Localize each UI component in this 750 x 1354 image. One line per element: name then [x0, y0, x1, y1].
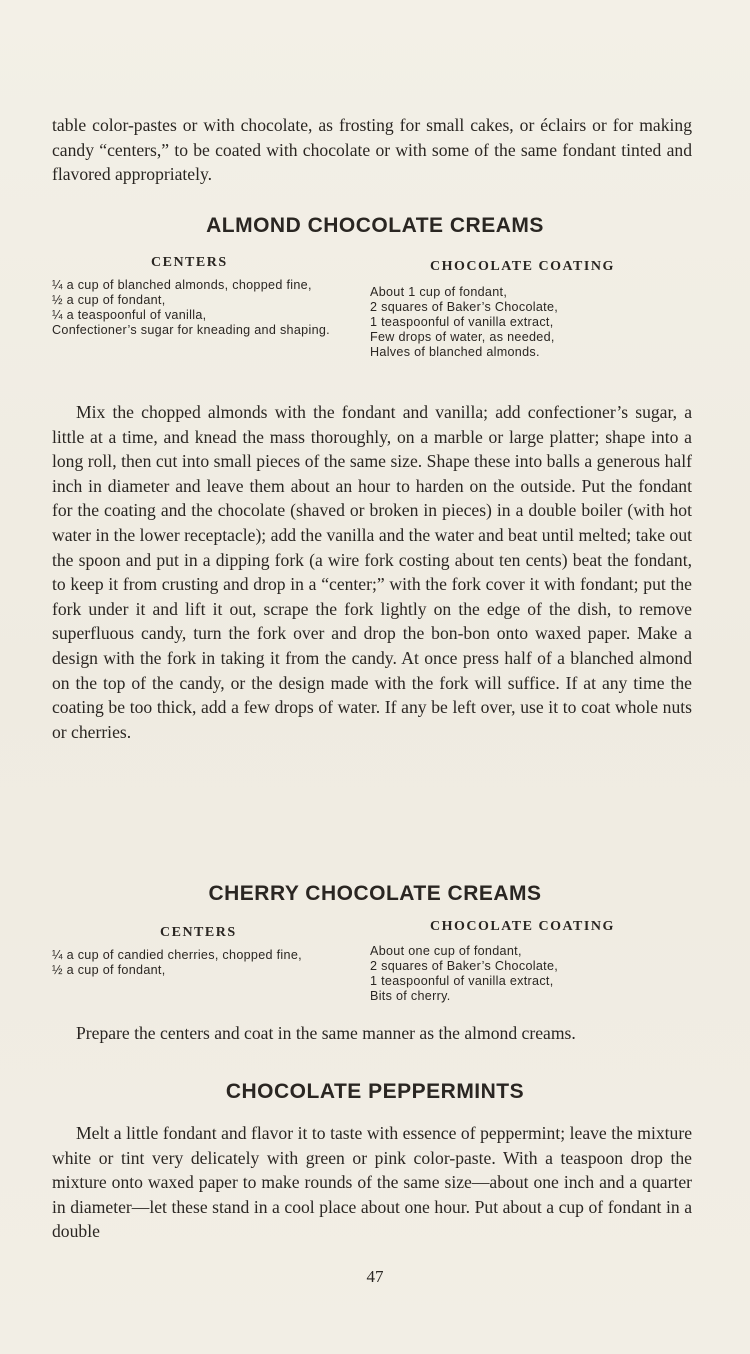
recipe-title-almond: ALMOND CHOCOLATE CREAMS	[206, 214, 544, 237]
recipe-title-peppermints: CHOCOLATE PEPPERMINTS	[225, 1080, 525, 1103]
method-paragraph-cherry: Prepare the centers and coat in the same manner as the almond creams.	[76, 1023, 576, 1043]
ingredient-item: Few drops of water, as needed,	[370, 330, 555, 344]
coating-title-almond: CHOCOLATE COATING	[430, 259, 615, 274]
centers-list-cherry	[52, 948, 352, 978]
centers-list-almond	[52, 278, 352, 338]
ingredient-item: 2 squares of Baker’s Chocolate,	[370, 959, 559, 973]
ingredient-item: Bits of cherry.	[370, 989, 451, 1003]
ingredient-item: About one cup of fondant,	[370, 944, 522, 958]
page-number: 47	[366, 1267, 384, 1286]
ingredient-item: 1 teaspoonful of vanilla extract,	[370, 974, 554, 988]
centers-title-almond: CENTERS	[151, 255, 228, 270]
ingredient-item: ½ a cup of fondant,	[52, 293, 166, 307]
method-paragraph-almond: Mix the chopped almonds with the fondant and vanilla; add confectioner’s sugar, a little at a time, and knead the mass thoroughly, on a marble or large platter; shape into a long roll, then cut into small pieces of the same size. Shape these into balls a generous half inch in diameter and leave them about an hour to harden on the outside. Put the fondant for the coating and the chocolate (shaved or broken in pieces) in a double boiler (with hot water in the lower receptacle); add the vanilla and the water and beat until melted; take out the spoon and put in a dipping fork (a wire fork costing about ten cents) beat the fondant, to keep it from crusting and drop in a “center;” with the fork cover it with fondant; put the fork under it and lift it out, scrape the fork lightly on the edge of the dish, to remove superfluous candy, turn the fork over and drop the bon-bon onto waxed paper. Make a design with the fork in taking it from the candy. At once press half of a blanched almond on the top of the candy, or the design made with the fork will suffice. If at any time the coating be too thick, add a few drops of water. If any be left over, use it to coat whole nuts or cherries.	[52, 402, 692, 742]
coating-list-cherry	[370, 944, 690, 1004]
ingredient-item: About 1 cup of fondant,	[370, 285, 508, 299]
ingredient-item: ¼ a cup of blanched almonds, chopped fine,	[52, 278, 312, 292]
ingredient-item: ¼ a teaspoonful of vanilla,	[52, 308, 207, 322]
ingredient-item: 1 teaspoonful of vanilla extract,	[370, 315, 554, 329]
coating-list-almond	[370, 285, 690, 360]
method-paragraph-peppermints: Melt a little fondant and flavor it to taste with essence of peppermint; leave the mixture white or tint very delicately with green or pink color-paste. With a teaspoon drop the mixture onto waxed paper to make rounds of the same size—about one inch and a quarter in diameter—let these stand in a cool place about one hour. Put about a cup of fondant in a double	[52, 1123, 692, 1242]
ingredient-item: 2 squares of Baker’s Chocolate,	[370, 300, 559, 314]
ingredient-item: ¼ a cup of candied cherries, chopped fine,	[52, 948, 302, 962]
recipe-title-cherry: CHERRY CHOCOLATE CREAMS	[208, 882, 542, 905]
coating-title-cherry: CHOCOLATE COATING	[430, 919, 615, 934]
centers-title-cherry: CENTERS	[160, 925, 237, 940]
ingredient-item: Confectioner’s sugar for kneading and shaping.	[52, 323, 330, 337]
ingredient-item: ½ a cup of fondant,	[52, 963, 166, 977]
ingredient-item: Halves of blanched almonds.	[370, 345, 540, 359]
intro-paragraph: table color-pastes or with chocolate, as frosting for small cakes, or éclairs or for making candy “centers,” to be coated with chocolate or with some of the same fondant tinted and flavored appropriately.	[52, 115, 692, 185]
